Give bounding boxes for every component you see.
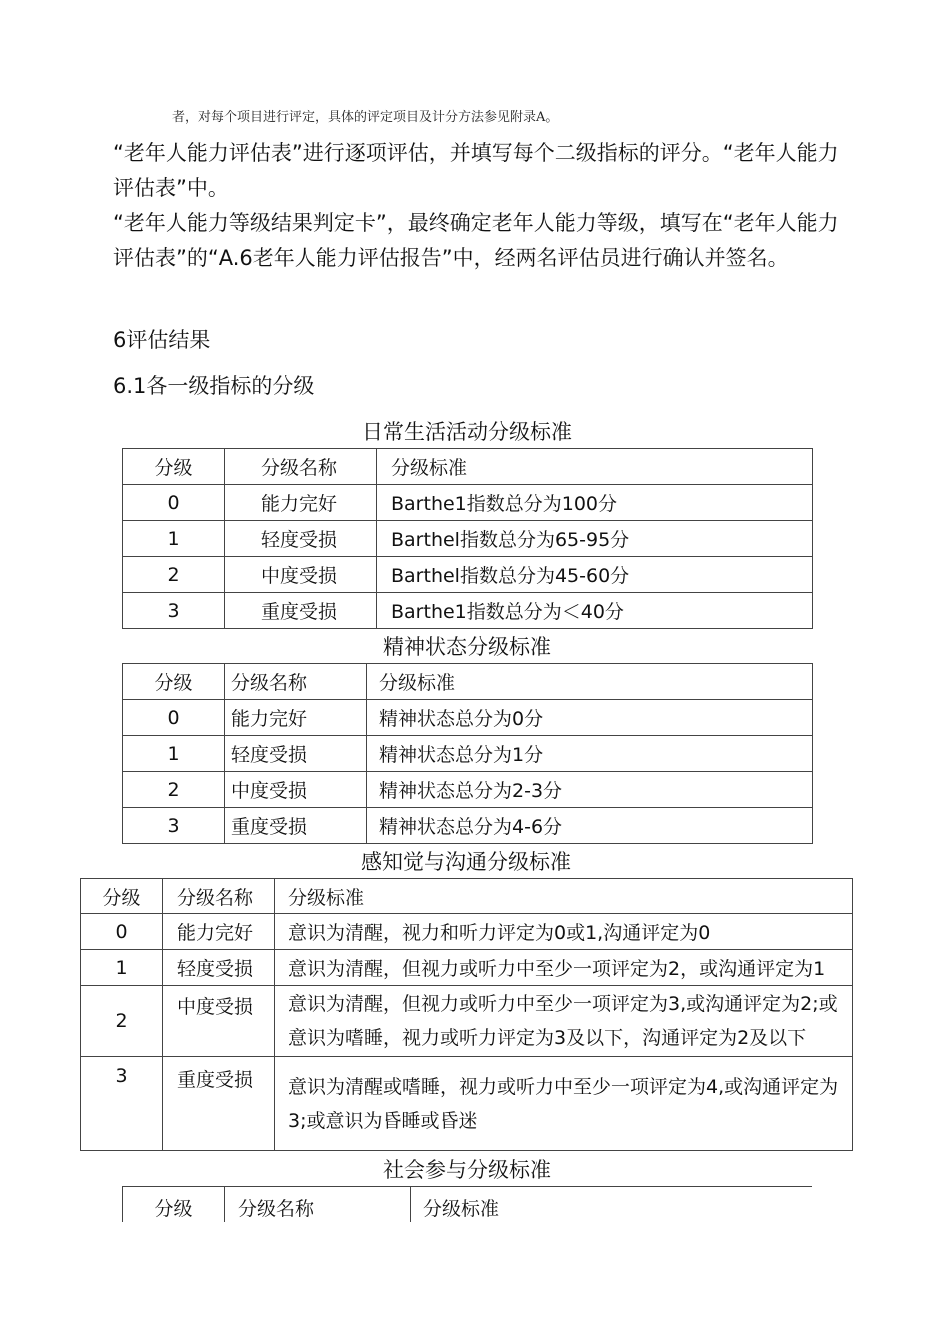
grade-cell: 3 [123,593,225,629]
grade-cell: 1 [123,521,225,557]
perception-table [80,878,853,1151]
grade-name-cell: 轻度受损 [225,521,377,557]
grade-name-cell: 重度受损 [225,808,367,844]
table-header-row [123,664,813,700]
criteria-cell: 意识为清醒，视力和听力评定为0或1,沟通评定为0 [275,914,853,950]
grade-name-cell: 轻度受损 [225,736,367,772]
grade-name-cell: 能力完好 [225,700,367,736]
table-row [123,485,813,521]
header-cell: 分级名称 [163,879,275,914]
header-cell: 分级 [123,1187,225,1223]
section-heading-6-1: 6.1各一级指标的分级 [113,374,315,398]
table-row [81,950,853,986]
header-cell: 分级 [123,449,225,485]
criteria-cell: 意识为清醒，但视力或听力中至少一项评定为3,或沟通评定为2;或意识为嗜睡，视力或听力评定为3及以下，沟通评定为2及以下 [275,986,853,1057]
table-row [81,986,853,1057]
criteria-cell: 意识为清醒，但视力或听力中至少一项评定为2，或沟通评定为1 [275,950,853,986]
header-cell: 分级标准 [367,664,813,700]
criteria-cell: Barthel指数总分为65-95分 [377,521,813,557]
section-heading-6: 6评估结果 [113,328,211,352]
adl-table-title: 日常生活活动分级标准 [362,420,572,444]
table-row [123,772,813,808]
grade-cell: 1 [81,950,163,986]
table-header-row [123,1187,813,1223]
social-table-clip [122,1186,812,1222]
grade-cell: 0 [123,485,225,521]
table-row [123,557,813,593]
table-row [123,521,813,557]
paragraph-2: “老年人能力等级结果判定卡”，最终确定老年人能力等级，填写在“老年人能力评估表”的“A.6老年人能力评估报告”中，经两名评估员进行确认并签名。 [113,211,839,270]
grade-cell: 2 [81,986,163,1057]
adl-table [122,448,813,629]
table-row [123,700,813,736]
social-table-title: 社会参与分级标准 [383,1158,551,1182]
criteria-cell: 精神状态总分为1分 [367,736,813,772]
header-cell: 分级名称 [225,664,367,700]
criteria-cell: 意识为清醒或嗜睡，视力或听力中至少一项评定为4,或沟通评定为3;或意识为昏睡或昏迷 [275,1057,853,1151]
grade-name-cell: 中度受损 [225,557,377,593]
note-line: 者，对每个项目进行评定，具体的评定项目及计分方法参见附录A。 [172,110,559,125]
grade-name-cell: 轻度受损 [163,950,275,986]
grade-name-cell: 能力完好 [225,485,377,521]
table-header-row [81,879,853,914]
header-cell: 分级 [123,664,225,700]
grade-name-cell: 中度受损 [163,986,275,1057]
table-row [81,914,853,950]
grade-cell: 0 [123,700,225,736]
table-row [81,1057,853,1151]
header-cell: 分级标准 [377,449,813,485]
criteria-cell: Barthel指数总分为45-60分 [377,557,813,593]
table-header-row [123,449,813,485]
grade-name-cell: 中度受损 [225,772,367,808]
criteria-cell: Barthe1指数总分为100分 [377,485,813,521]
grade-cell: 2 [123,772,225,808]
mental-table-title: 精神状态分级标准 [383,635,551,659]
table-row [123,808,813,844]
table-row [123,593,813,629]
criteria-cell: 精神状态总分为4-6分 [367,808,813,844]
perception-table-title: 感知觉与沟通分级标准 [361,850,571,874]
criteria-cell: 精神状态总分为2-3分 [367,772,813,808]
header-cell: 分级标准 [411,1187,813,1223]
grade-cell: 0 [81,914,163,950]
grade-cell: 3 [123,808,225,844]
grade-cell: 3 [81,1057,163,1151]
header-cell: 分级名称 [225,1187,411,1223]
header-cell: 分级标准 [275,879,853,914]
grade-name-cell: 能力完好 [163,914,275,950]
table-row [123,736,813,772]
grade-name-cell: 重度受损 [163,1057,275,1151]
criteria-cell: Barthe1指数总分为＜40分 [377,593,813,629]
social-table [122,1186,812,1222]
header-cell: 分级 [81,879,163,914]
grade-name-cell: 重度受损 [225,593,377,629]
grade-cell: 2 [123,557,225,593]
paragraph-1: “老年人能力评估表”进行逐项评估，并填写每个二级指标的评分。“老年人能力评估表”中。 [113,141,839,200]
criteria-cell: 精神状态总分为0分 [367,700,813,736]
header-cell: 分级名称 [225,449,377,485]
mental-table [122,663,813,844]
grade-cell: 1 [123,736,225,772]
